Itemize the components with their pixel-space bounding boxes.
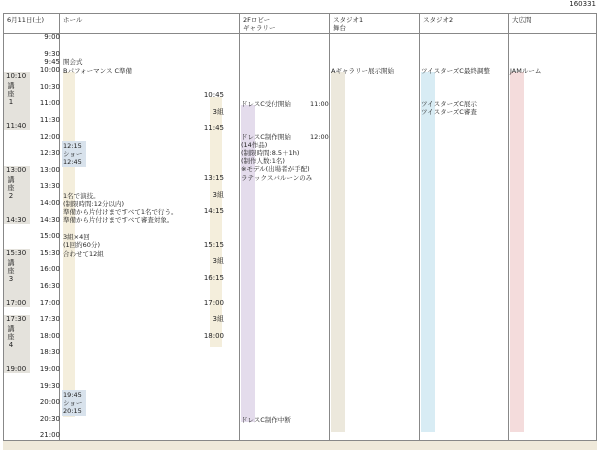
hall-right-bar — [210, 97, 222, 347]
time-label: 13:30 — [39, 182, 60, 191]
judge-note: 1名で演技。 — [63, 192, 100, 200]
lecture-end: 14:30 — [6, 215, 27, 224]
studio1-header: スタジオ1 舞台 — [333, 16, 364, 32]
lobby-header: 2Fロビー ギャラリー — [243, 16, 276, 32]
hall-header: ホール — [63, 16, 83, 24]
footer-band — [3, 441, 597, 450]
lobby-reception-time: 11:00 — [310, 100, 329, 108]
schedule-table — [3, 13, 597, 441]
hall-right-time: 14:15 — [203, 207, 224, 216]
lecture-end: 17:00 — [6, 298, 27, 307]
lobby-works: (14作品) — [241, 141, 268, 149]
column-divider — [59, 14, 60, 440]
lecture-label: 講 座 1 — [7, 81, 15, 106]
time-label: 13:00 — [39, 165, 60, 174]
studio2-judge: ツイスターズC審査 — [421, 108, 477, 116]
time-label: 9:30 — [44, 49, 60, 58]
hall-right-time: 18:00 — [203, 331, 224, 340]
studio1-bar — [331, 72, 345, 432]
time-label: 16:00 — [39, 265, 60, 274]
lecture-label: 講 座 4 — [7, 325, 15, 350]
time-label: 16:30 — [39, 282, 60, 290]
groups-note: 合わせて12組 — [63, 250, 104, 258]
groups-note: 3組×4回 — [63, 233, 90, 241]
show1-start: 12:15 — [63, 142, 82, 150]
judge-note: (制限時間:12分以内) — [63, 200, 125, 208]
lobby-production: ドレスC制作開始 — [241, 133, 291, 141]
lobby-production-time: 12:00 — [310, 133, 329, 141]
hall-right-time: 3組 — [212, 315, 224, 324]
time-label: 11:30 — [39, 116, 60, 124]
lobby-latex: ラテックスバルーンのみ — [241, 174, 313, 182]
time-label: 17:00 — [39, 298, 60, 307]
lobby-people: (制作人数:1名) — [241, 157, 285, 165]
judge-note: 準備から片付けまですべて1名で行う。 — [63, 208, 178, 216]
show2-end: 20:15 — [63, 407, 82, 415]
hall-right-time: 10:45 — [203, 91, 224, 100]
time-label: 21:00 — [39, 431, 60, 440]
lobby-limit: (制限時間:8.5＋1h) — [241, 149, 300, 157]
lobby-reception: ドレスC受付開始 — [241, 100, 291, 108]
lecture-start: 17:30 — [6, 315, 27, 324]
lecture-start: 13:00 — [6, 165, 27, 174]
time-label: 14:30 — [39, 215, 60, 224]
hall-right-time: 13:15 — [203, 174, 224, 183]
hiroma-bar — [510, 72, 524, 432]
column-divider — [329, 14, 330, 440]
opening-label: 開会式 — [63, 58, 83, 66]
lecture-end: 11:40 — [6, 121, 27, 130]
hall-right-time: 11:45 — [203, 124, 224, 133]
studio2-bar — [421, 72, 435, 432]
show1-label: ショー — [63, 150, 83, 158]
time-label: 17:30 — [39, 315, 60, 324]
judge-note: 準備から片付けまですべて審査対象。 — [63, 216, 174, 224]
time-label: 9:00 — [44, 33, 60, 41]
lecture-start: 15:30 — [6, 248, 27, 257]
column-divider — [419, 14, 420, 440]
show2-start: 19:45 — [63, 391, 82, 399]
time-label: 9:45 — [44, 57, 60, 66]
lobby-end: ドレスC制作中断 — [241, 416, 291, 424]
studio2-header: スタジオ2 — [423, 16, 454, 24]
column-divider — [508, 14, 509, 440]
time-label: 20:00 — [39, 398, 60, 407]
time-label: 15:00 — [39, 232, 60, 241]
time-label: 12:30 — [39, 149, 60, 158]
b-performance-label: Bパフォーマンス C準備 — [63, 67, 133, 75]
studio2-exhibit: ツイスターズC展示 — [421, 100, 477, 108]
time-label: 18:30 — [39, 348, 60, 357]
hall-right-time: 17:00 — [203, 298, 224, 307]
studio1-gallery: Aギャラリー展示開始 — [331, 67, 394, 75]
hall-right-time: 15:15 — [203, 240, 224, 249]
time-label: 20:30 — [39, 414, 60, 423]
lobby-model: ※モデル(出場者が手配) — [241, 165, 310, 173]
lecture-label: 講 座 3 — [7, 258, 15, 283]
studio2-final: ツイスターズC最終調整 — [421, 67, 490, 75]
time-label: 10:30 — [39, 82, 60, 91]
show2-label: ショー — [63, 399, 83, 407]
time-label: 12:00 — [39, 132, 60, 141]
time-label: 19:30 — [39, 381, 60, 390]
column-divider — [239, 14, 240, 440]
time-label: 15:30 — [39, 248, 60, 257]
hall-right-time: 3組 — [212, 107, 224, 116]
time-label: 11:00 — [39, 99, 60, 108]
date-header: 6月11日(土) — [7, 16, 44, 24]
time-label: 19:00 — [39, 365, 60, 373]
show1-end: 12:45 — [63, 158, 82, 166]
hall-right-time: 3組 — [212, 257, 224, 266]
hiroma-header: 大広間 — [512, 16, 532, 24]
time-label: 18:00 — [39, 331, 60, 340]
groups-note: (1回約60分) — [63, 241, 100, 249]
time-label: 14:00 — [39, 199, 60, 207]
hiroma-jam: JAMルーム — [510, 67, 542, 75]
hall-right-time: 16:15 — [203, 273, 224, 282]
document-id: 160331 — [569, 0, 596, 8]
time-label: 10:00 — [39, 66, 60, 75]
lecture-end: 19:00 — [6, 365, 27, 373]
lecture-label: 講 座 2 — [7, 175, 15, 200]
hall-right-time: 3組 — [212, 190, 224, 199]
lecture-start: 10:10 — [6, 71, 27, 80]
